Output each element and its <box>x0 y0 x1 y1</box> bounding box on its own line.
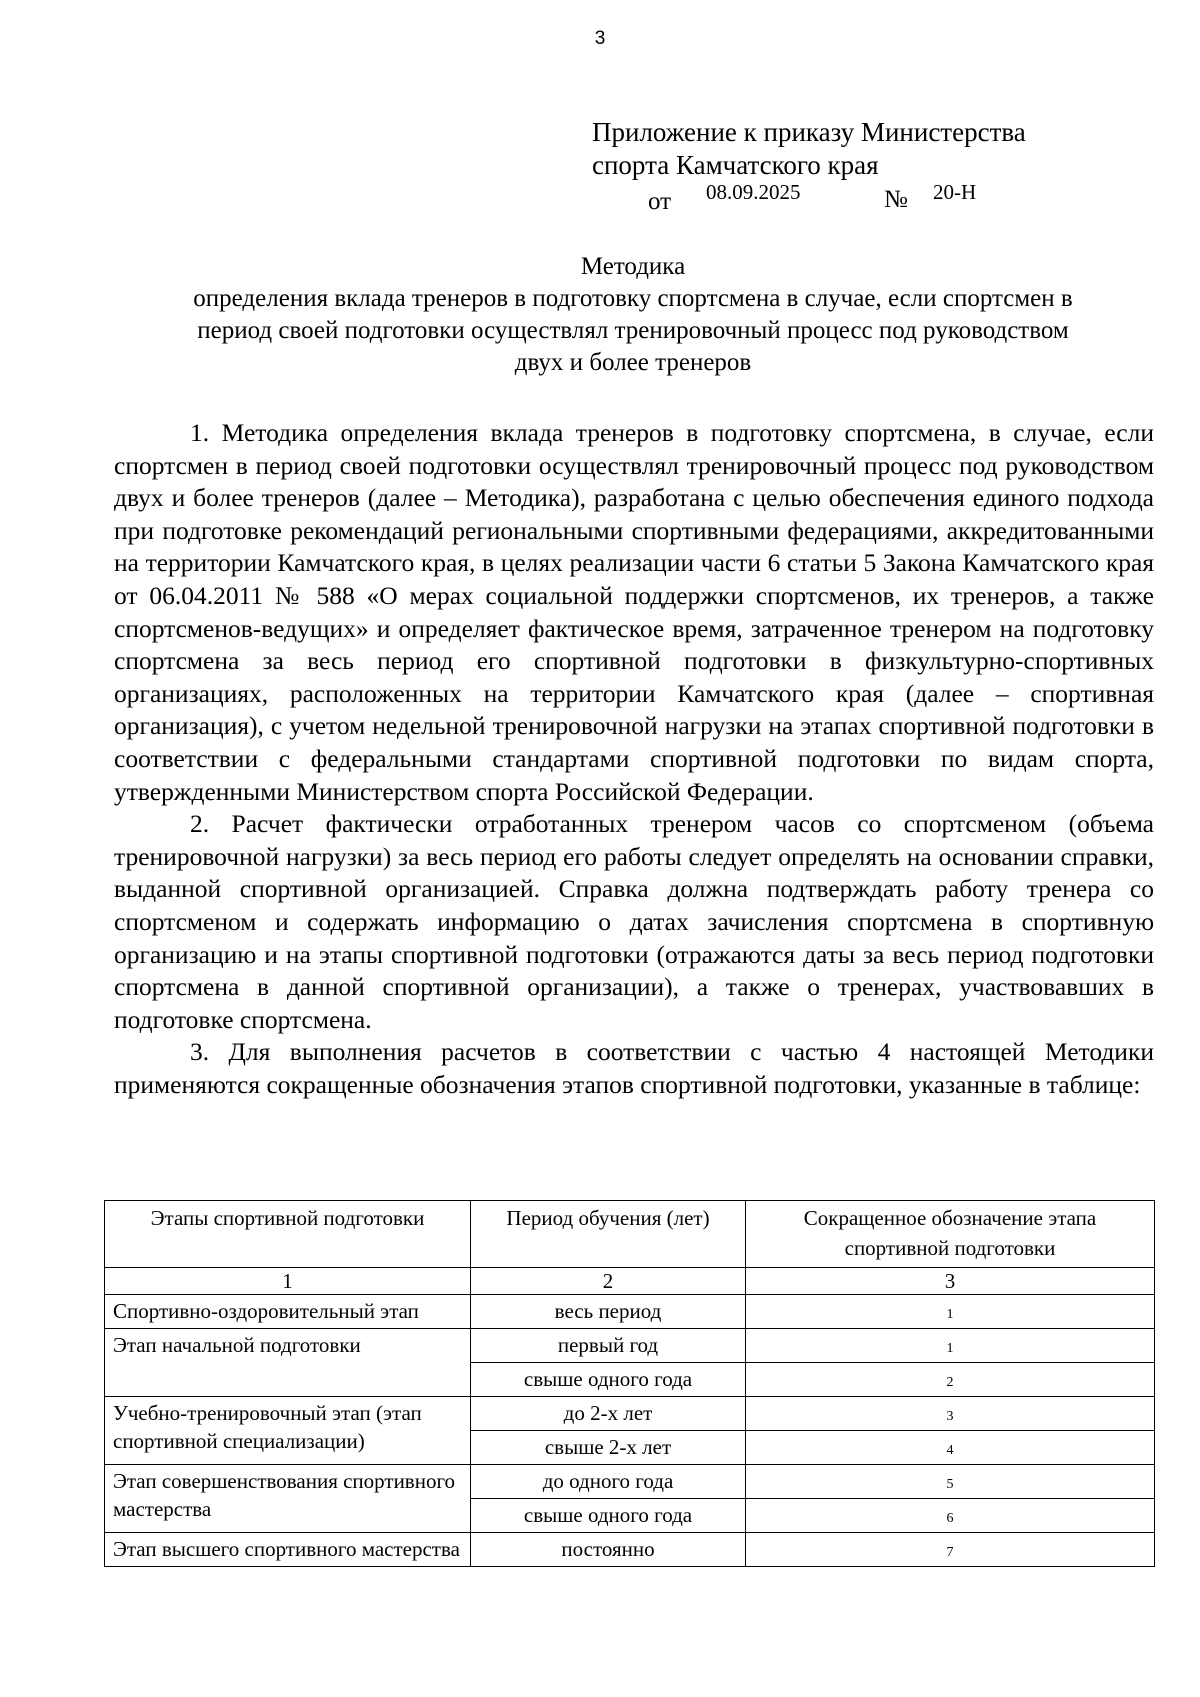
annex-date: 08.09.2025 <box>706 180 801 204</box>
table-cell: до 2-х лет <box>471 1397 746 1431</box>
table-cell: первый год <box>471 1329 746 1363</box>
annex-from-label: от <box>648 188 672 215</box>
table-cell: весь период <box>471 1295 746 1329</box>
table-cell: свыше одного года <box>471 1363 746 1397</box>
paragraph-3: 3. Для выполнения расчетов в соответствии с частью 4 настоящей Методики применяются сокращенные обозначения этапов спортивной подготовки, указанные в таблице: <box>114 1037 1154 1099</box>
table-cell: Учебно-тренировочный этап (этап спортивной специализации) <box>105 1397 471 1465</box>
table-cell: до одного года <box>471 1465 746 1499</box>
title-line-1: определения вклада тренеров в подготовку спортсмена в случае, если спортсмен в <box>193 285 1073 312</box>
table-cell: 4 <box>746 1431 1155 1465</box>
table-cell: 1 <box>746 1295 1155 1329</box>
title-line-3: двух и более тренеров <box>514 349 752 376</box>
annex-line-1: Приложение к приказу Министерства <box>592 117 1026 147</box>
annex-number: 20-Н <box>933 180 977 204</box>
table-row <box>105 1295 1155 1329</box>
table-cell: свыше 2-х лет <box>471 1431 746 1465</box>
table-header-cell: Сокращенное обозначение этапа спортивной подготовки <box>746 1201 1155 1268</box>
title-line-2: период своей подготовки осуществлял тренировочный процесс под руководством <box>197 317 1069 344</box>
table-cell: 3 <box>746 1397 1155 1431</box>
table-row <box>105 1329 1155 1363</box>
paragraph-2: 2. Расчет фактически отработанных тренером часов со спортсменом (объема тренировочной нагрузки) за весь период его работы следует определять на основании справки, выданной спортивной организацией. Справка должна подтверждать работу тренера со спортсменом и содержать информацию о датах зачисления спортсмена в спортивную организацию и на этапы спортивной подготовки (отражаются даты за весь период подготовки спортсмена в данной спортивной организации), а также о тренерах, участвовавших в подготовке спортсмена. <box>114 809 1154 1034</box>
title-heading: Методика <box>580 253 686 280</box>
paragraph-1: 1. Методика определения вклада тренеров в подготовку спортсмена, в случае, если спортсмен в период своей подготовки осуществлял тренировочный процесс под руководством двух и более тренеров (далее – Методика), разработана с целью обеспечения единого подхода при подготовке рекомендаций региональными спортивными федерациями, аккредитованными на территории Камчатского края, в целях реализации части 6 статьи 5 Закона Камчатского края от 06.04.2011 № 588 «О мерах социальной поддержки спортсменов, их тренеров, а также спортсменов-ведущих» и определяет фактическое время, затраченное тренером на подготовку спортсмена за весь период его спортивной подготовки в физкультурно-спортивных организациях, расположенных на территории Камчатского края (далее – спортивная организация), с учетом недельной тренировочной нагрузки на этапах спортивной подготовки в соответствии с федеральными стандартами спортивной подготовки по видам спорта, утвержденными Министерством спорта Российской Федерации. <box>114 418 1154 806</box>
table-cell: 3 <box>746 1268 1155 1295</box>
table-cell: 6 <box>746 1499 1155 1533</box>
table-cell: 2 <box>471 1268 746 1295</box>
table-cell: 5 <box>746 1465 1155 1499</box>
page-number: 3 <box>594 28 606 49</box>
table-cell: Спортивно-оздоровительный этап <box>105 1295 471 1329</box>
table-cell: Этап высшего спортивного мастерства <box>105 1533 471 1567</box>
table-column-numbers-row <box>105 1268 1155 1295</box>
table-row <box>105 1533 1155 1567</box>
table-cell: 1 <box>746 1329 1155 1363</box>
table-row <box>105 1465 1155 1499</box>
table-cell: 7 <box>746 1533 1155 1567</box>
annex-number-sign: № <box>884 186 908 213</box>
stages-table <box>104 1200 1155 1567</box>
annex-header <box>592 116 1152 182</box>
document-body <box>114 417 1154 1101</box>
table-cell: 2 <box>746 1363 1155 1397</box>
annex-date-row <box>648 180 1048 215</box>
table-header-cell: Этапы спортивной подготовки <box>105 1201 471 1268</box>
table-header-row <box>105 1201 1155 1268</box>
table-cell: Этап начальной подготовки <box>105 1329 471 1397</box>
table-header-cell: Период обучения (лет) <box>471 1201 746 1268</box>
annex-line-2: спорта Камчатского края <box>592 150 879 180</box>
table-cell: 1 <box>105 1268 471 1295</box>
table-row <box>105 1397 1155 1431</box>
table-cell: Этап совершенствования спортивного мастерства <box>105 1465 471 1533</box>
table-cell: свыше одного года <box>471 1499 746 1533</box>
table-cell: постоянно <box>471 1533 746 1567</box>
document-title <box>112 251 1154 379</box>
